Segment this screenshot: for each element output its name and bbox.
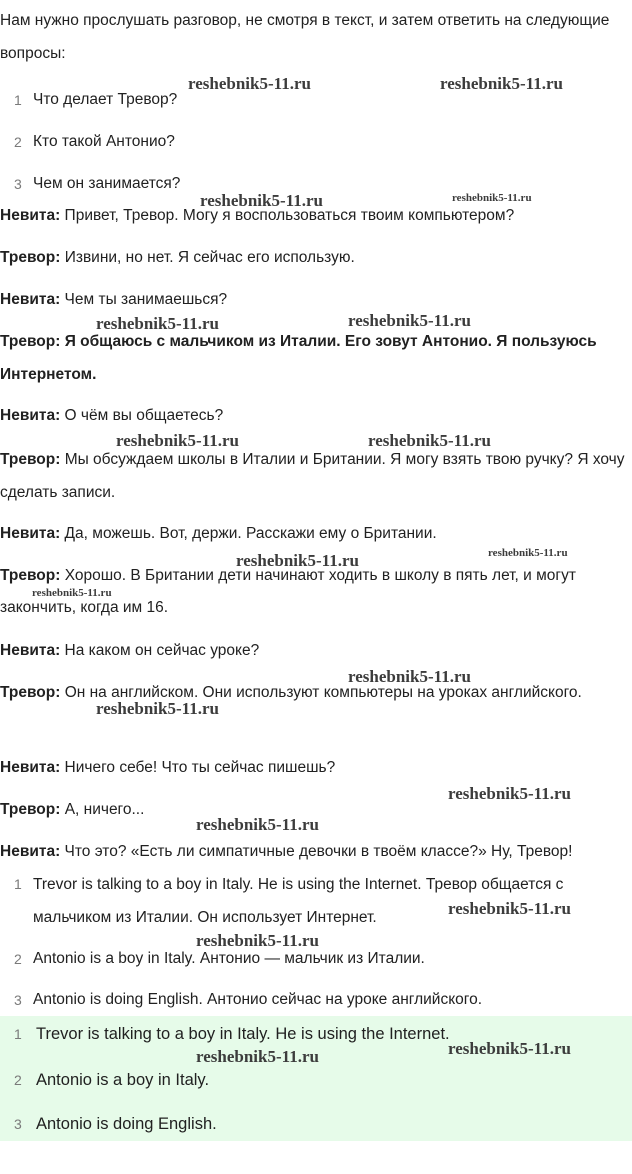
speaker-name: Тревор: bbox=[0, 801, 61, 818]
watermark: reshebnik5-11.ru bbox=[96, 314, 219, 333]
intro-text: Нам нужно прослушать разговор, не смотря в текст, и затем ответить на следующие вопросы: bbox=[0, 12, 610, 62]
dialogue-line bbox=[0, 289, 628, 311]
highlight-answer-item bbox=[0, 1112, 628, 1136]
dialogue-text: Ничего себе! Что ты сейчас пишешь? bbox=[60, 759, 336, 776]
watermark: reshebnik5-11.ru bbox=[488, 547, 568, 559]
speaker-name: Тревор: bbox=[0, 567, 61, 584]
dialogue-text: О чём вы общаетесь? bbox=[60, 407, 224, 424]
speaker-name: Невита: bbox=[0, 642, 61, 659]
speaker-name: Тревор: bbox=[0, 684, 61, 701]
dialogue-text: Мы обсуждаем школы в Италии и Британии. Я могу взять твою ручку? Я хочу сделать записи. bbox=[0, 451, 625, 501]
dialogue-line bbox=[0, 405, 628, 427]
list-number: 2 bbox=[14, 134, 22, 150]
speaker-name: Тревор: bbox=[0, 333, 61, 350]
dialogue-text: Да, можешь. Вот, держи. Расскажи ему о Британии. bbox=[60, 525, 437, 542]
question-text: Чем он занимается? bbox=[33, 175, 181, 192]
watermark: reshebnik5-11.ru bbox=[348, 667, 471, 686]
dialogue-text: Что это? «Есть ли симпатичные девочки в твоём классе?» Ну, Тревор! bbox=[60, 843, 573, 860]
dialogue-line bbox=[0, 841, 628, 863]
dialogue-text: Чем ты занимаешься? bbox=[60, 291, 228, 308]
answer-text: Trevor is talking to a boy in Italy. He is using the Internet. Тревор общается с мальчиком из Италии. Он использует Интернет. bbox=[33, 876, 564, 926]
list-number: 1 bbox=[14, 92, 22, 108]
dialogue-line bbox=[0, 443, 628, 509]
speaker-name: Невита: bbox=[0, 207, 61, 224]
watermark: reshebnik5-11.ru bbox=[440, 74, 563, 93]
speaker-name: Невита: bbox=[0, 525, 61, 542]
list-number: 1 bbox=[14, 1026, 22, 1042]
list-number: 3 bbox=[14, 176, 22, 192]
watermark: reshebnik5-11.ru bbox=[116, 431, 239, 450]
dialogue-text: Извини, но нет. Я сейчас его использую. bbox=[60, 249, 355, 266]
watermark: reshebnik5-11.ru bbox=[448, 784, 571, 803]
list-number: 3 bbox=[14, 992, 22, 1008]
dialogue-text: Он на английском. Они используют компьютеры на уроках английского. bbox=[60, 684, 582, 701]
watermark: reshebnik5-11.ru bbox=[196, 931, 319, 950]
list-number: 2 bbox=[14, 951, 22, 967]
speaker-name: Невита: bbox=[0, 843, 61, 860]
dialogue-line bbox=[0, 640, 628, 662]
watermark: reshebnik5-11.ru bbox=[188, 74, 311, 93]
answer-text: Antonio is doing English. bbox=[36, 1115, 217, 1133]
watermark: reshebnik5-11.ru bbox=[348, 311, 471, 330]
speaker-name: Тревор: bbox=[0, 249, 61, 266]
dialogue-line bbox=[0, 757, 628, 779]
dialogue-text: Я общаюсь с мальчиком из Италии. Его зовут Антонио. Я пользуюсь Интернетом. bbox=[0, 333, 597, 383]
dialogue-text: Привет, Тревор. Могу я воспользоваться твоим компьютером? bbox=[60, 207, 515, 224]
list-number: 1 bbox=[14, 876, 22, 892]
answer-text: Antonio is doing English. Антонио сейчас на уроке английского. bbox=[33, 991, 483, 1008]
watermark: reshebnik5-11.ru bbox=[196, 815, 319, 834]
watermark: reshebnik5-11.ru bbox=[452, 192, 532, 204]
watermark: reshebnik5-11.ru bbox=[448, 1039, 571, 1058]
answer-text: Antonio is a boy in Italy. Антонио — мальчик из Италии. bbox=[33, 950, 425, 967]
question-item bbox=[0, 131, 628, 153]
answer-item bbox=[0, 948, 628, 970]
dialogue-line bbox=[0, 523, 628, 545]
speaker-name: Тревор: bbox=[0, 451, 61, 468]
question-text: Кто такой Антонио? bbox=[33, 133, 175, 150]
dialogue-text: Хорошо. В Британии дети начинают ходить в школу в пять лет, и могут закончить, когда им 16. bbox=[0, 567, 576, 616]
answer-highlight-box bbox=[0, 1016, 632, 1141]
watermark: reshebnik5-11.ru bbox=[368, 431, 491, 450]
dialogue-line bbox=[0, 325, 628, 391]
highlight-answer-item bbox=[0, 1068, 628, 1092]
speaker-name: Невита: bbox=[0, 407, 61, 424]
dialogue-line bbox=[0, 677, 628, 709]
dialogue-text: А, ничего... bbox=[60, 801, 145, 818]
dialogue-text: На каком он сейчас уроке? bbox=[60, 642, 260, 659]
watermark: reshebnik5-11.ru bbox=[32, 587, 112, 599]
speaker-name: Невита: bbox=[0, 759, 61, 776]
answer-text: Trevor is talking to a boy in Italy. He is using the Internet. bbox=[36, 1025, 450, 1043]
watermark: reshebnik5-11.ru bbox=[236, 551, 359, 570]
answer-item bbox=[0, 989, 628, 1011]
answer-text: Antonio is a boy in Italy. bbox=[36, 1071, 210, 1089]
speaker-name: Невита: bbox=[0, 291, 61, 308]
watermark: reshebnik5-11.ru bbox=[448, 899, 571, 918]
watermark: reshebnik5-11.ru bbox=[196, 1047, 319, 1066]
watermark: reshebnik5-11.ru bbox=[96, 699, 219, 718]
question-text: Что делает Тревор? bbox=[33, 91, 178, 108]
list-number: 2 bbox=[14, 1072, 22, 1088]
watermark: reshebnik5-11.ru bbox=[200, 191, 323, 210]
list-number: 3 bbox=[14, 1116, 22, 1132]
dialogue-line bbox=[0, 247, 628, 269]
